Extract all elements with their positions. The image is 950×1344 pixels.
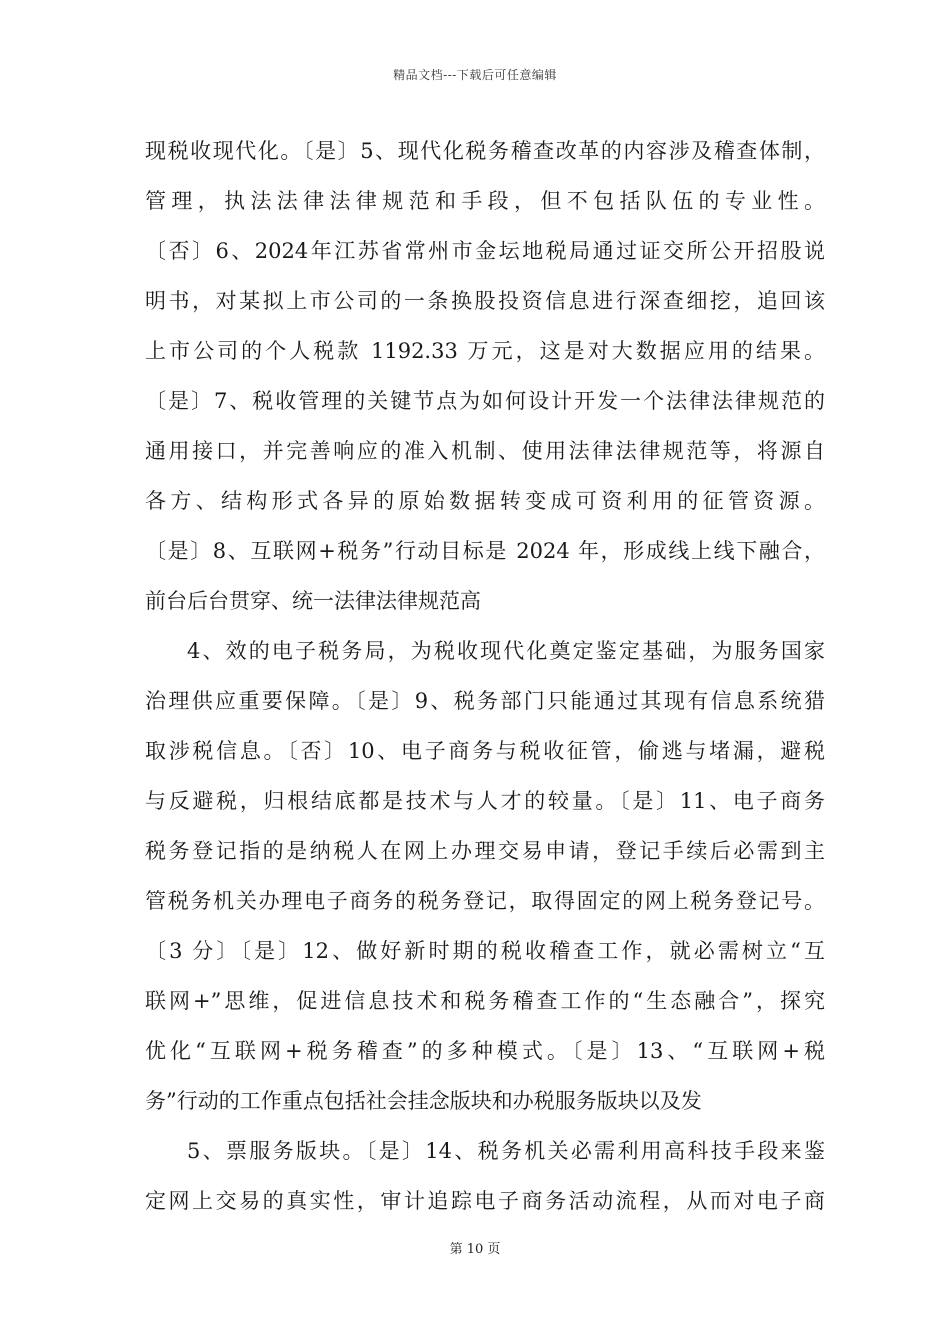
text-line: 管理，执法法律法律规范和手段，但不包括队伍的专业性。 <box>145 189 825 213</box>
page-number: 第 10 页 <box>449 1242 501 1257</box>
text-line: 〔是〕7、税收管理的关键节点为如何设计开发一个法律法律规范的 <box>145 389 825 413</box>
text-line: 前台后台贯穿、统一法律法律规范高 <box>145 589 481 613</box>
text-line: 〔是〕8、互联网+税务”行动目标是 2024 年，形成线上线下融合， <box>145 539 825 563</box>
text-line: 取涉税信息。〔否〕10、电子商务与税收征管，偷逃与堵漏，避税 <box>145 739 825 763</box>
text-line: 现税收现代化。〔是〕5、现代化税务稽查改革的内容涉及稽查体制， <box>145 139 825 163</box>
paragraph-first-line: 5、票服务版块。〔是〕14、税务机关必需利用高科技手段来鉴 <box>187 1139 825 1163</box>
text-line: 各方、结构形式各异的原始数据转变成可资利用的征管资源。 <box>145 489 825 513</box>
text-line: 优化“互联网+税务稽查”的多种模式。〔是〕13、“互联网+税 <box>145 1039 825 1063</box>
text-line: 上市公司的个人税款 1192.33 万元，这是对大数据应用的结果。 <box>145 339 825 363</box>
page-header: 精品文档---下载后可任意编辑 <box>393 68 557 82</box>
text-line: 明书，对某拟上市公司的一条换股投资信息进行深查细挖，追回该 <box>145 289 825 313</box>
text-line: 定网上交易的真实性，审计追踪电子商务活动流程，从而对电子商 <box>145 1189 825 1213</box>
text-line: 〔3 分〕〔是〕12、做好新时期的税收稽查工作，就必需树立“互 <box>145 939 825 963</box>
paragraph-first-line: 4、效的电子税务局，为税收现代化奠定鉴定基础，为服务国家 <box>187 639 825 663</box>
text-line: 务”行动的工作重点包括社会挂念版块和办税服务版块以及发 <box>145 1089 702 1113</box>
text-line: 〔否〕6、2024年江苏省常州市金坛地税局通过证交所公开招股说 <box>145 239 825 263</box>
text-line: 联网+”思维，促进信息技术和税务稽查工作的“生态融合”，探究 <box>145 989 825 1013</box>
text-line: 与反避税，归根结底都是技术与人才的较量。〔是〕11、电子商务 <box>145 789 825 813</box>
text-line: 通用接口，并完善响应的准入机制、使用法律法律规范等，将源自 <box>145 439 825 463</box>
document-body <box>145 126 825 1226</box>
text-line: 治理供应重要保障。〔是〕9、税务部门只能通过其现有信息系统猎 <box>145 689 825 713</box>
text-line: 管税务机关办理电子商务的税务登记，取得固定的网上税务登记号。 <box>145 889 825 913</box>
text-line: 税务登记指的是纳税人在网上办理交易申请，登记手续后必需到主 <box>145 839 825 863</box>
